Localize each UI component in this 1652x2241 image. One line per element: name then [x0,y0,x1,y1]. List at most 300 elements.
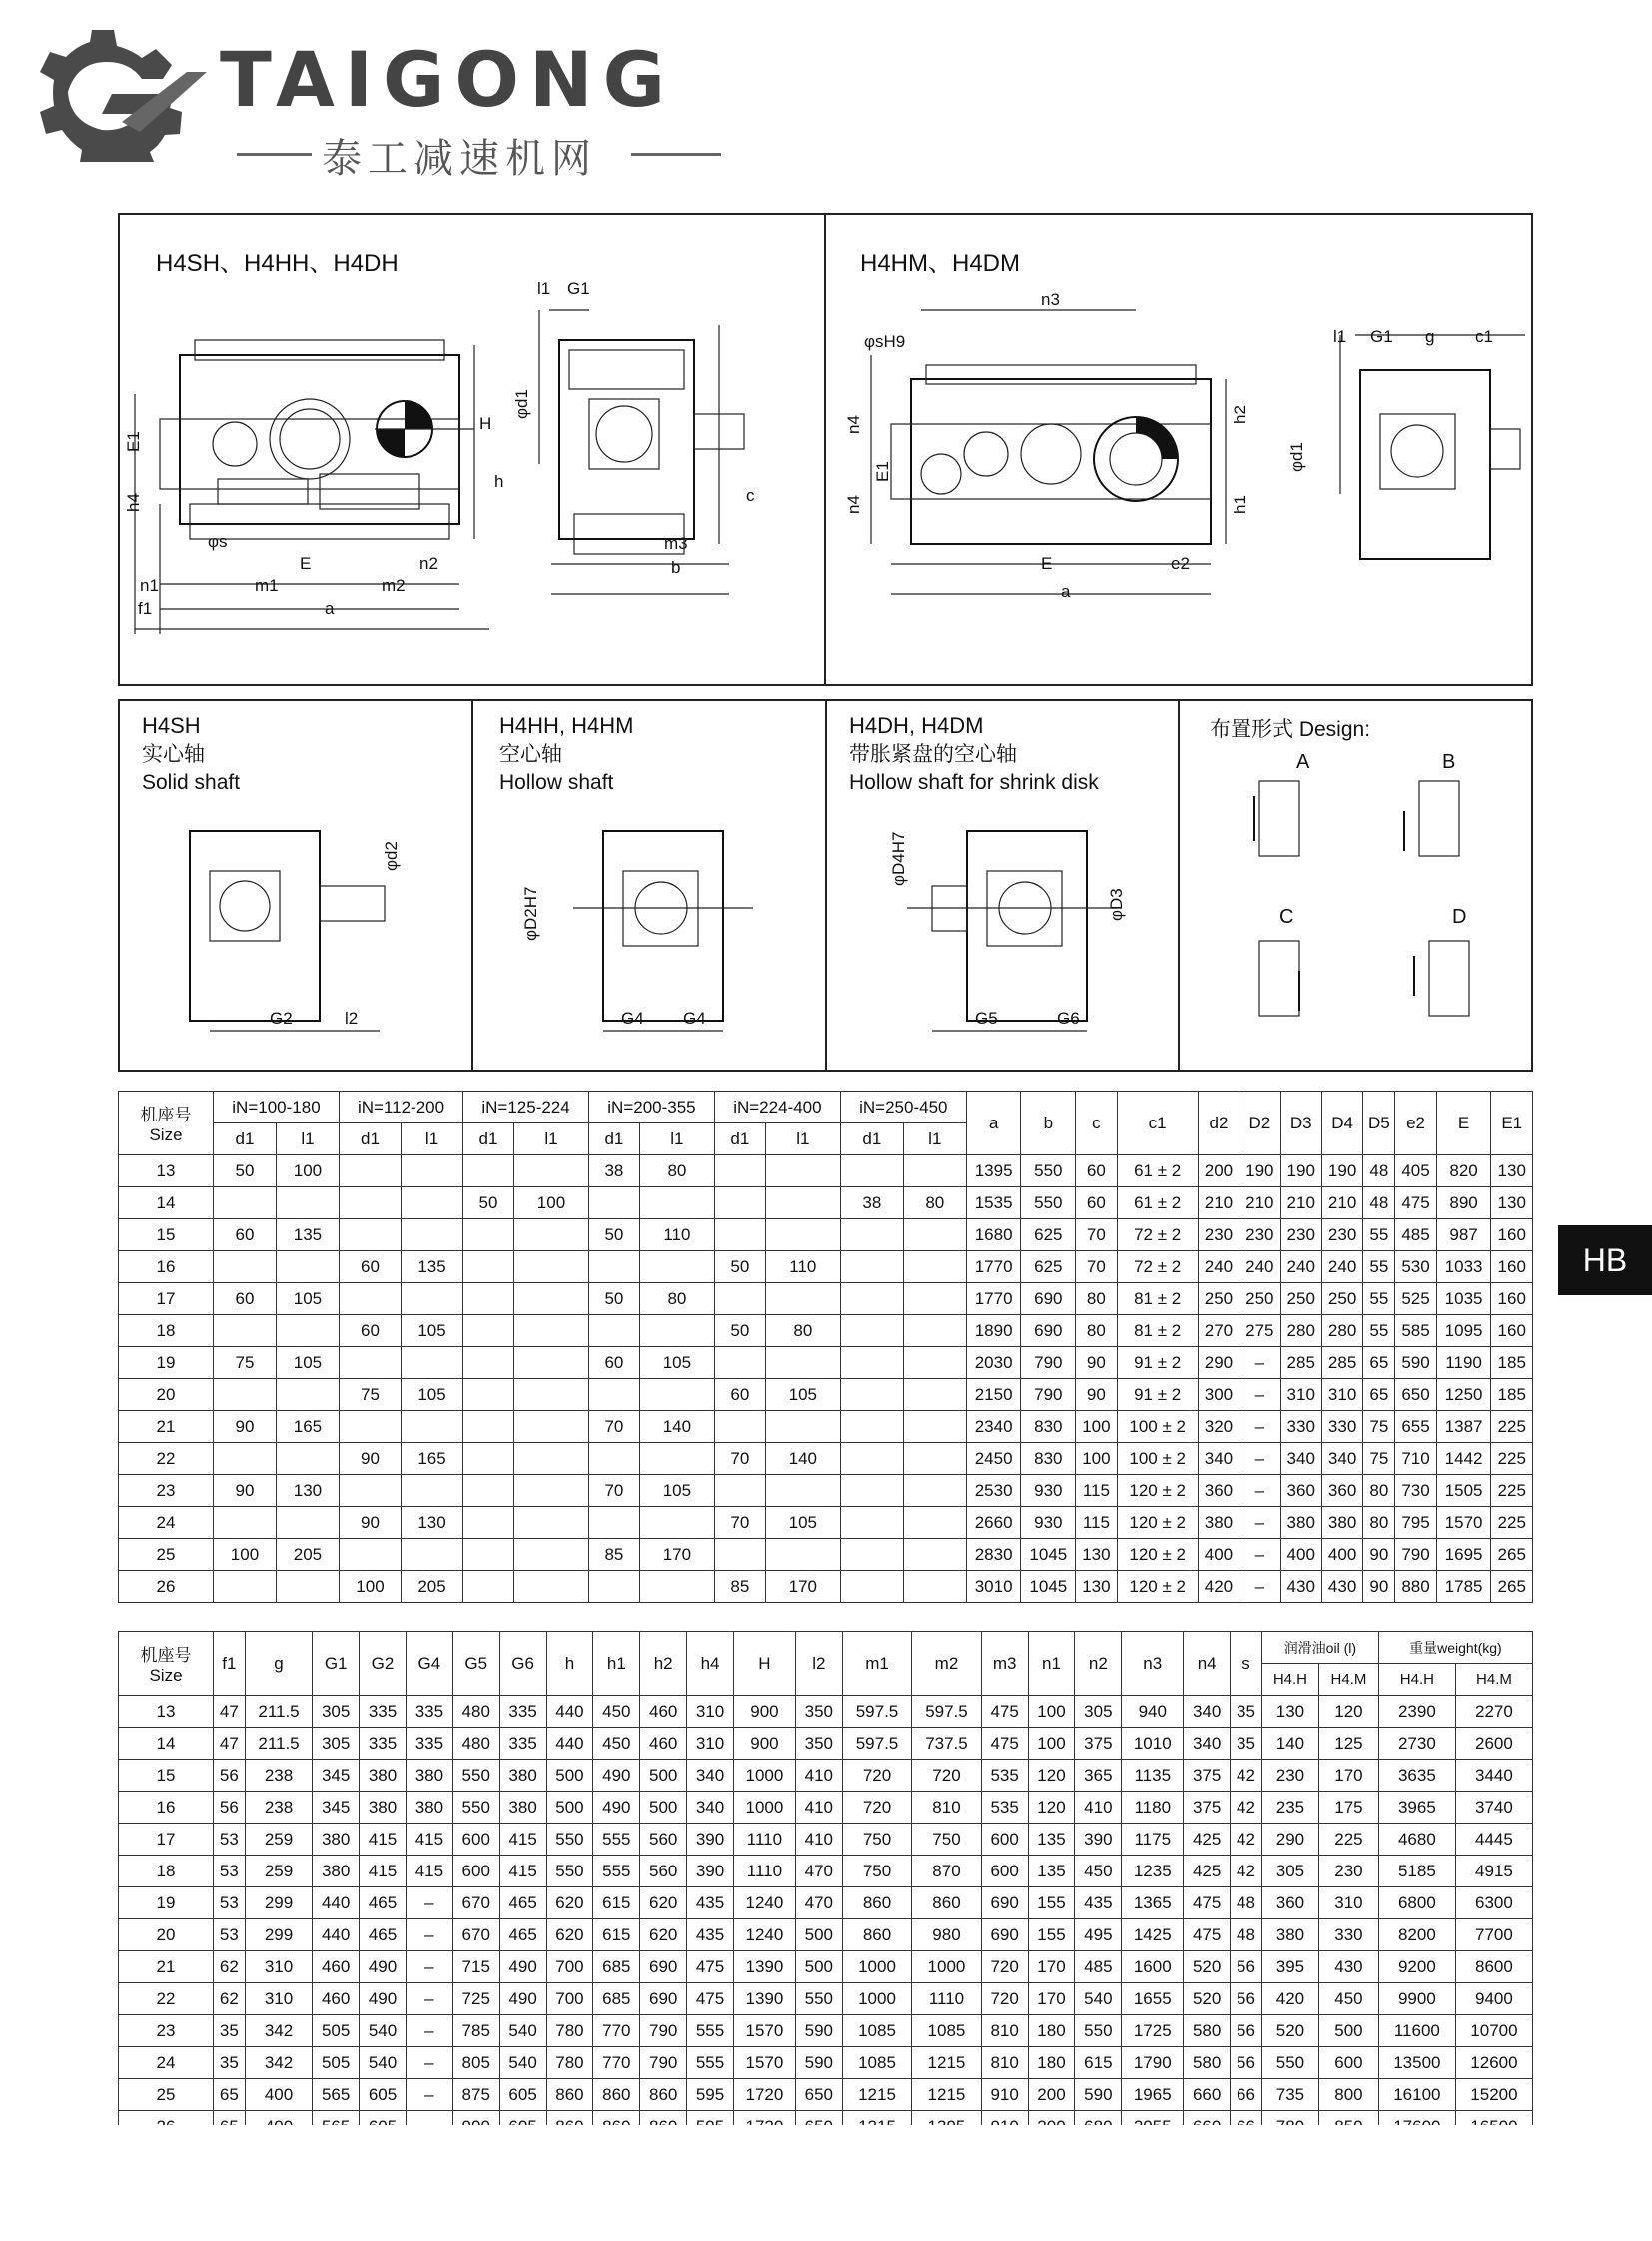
gear-logo-icon [22,22,207,162]
table-cell: 1770 [966,1283,1021,1315]
table-cell [513,1539,588,1571]
table-cell: 50 [214,1155,277,1187]
table-cell: 225 [1491,1411,1533,1443]
dimension-label-G6: G6 [1057,1009,1080,1028]
table-cell: 1000 [733,1760,795,1792]
table-cell: 410 [1075,1792,1122,1824]
table-cell: 2830 [966,1539,1021,1571]
brand-chinese: 泰工减速机网 [322,136,597,182]
panel-title: H4DH, H4DM [849,713,984,738]
table-cell: 90 [1363,1571,1395,1603]
table-cell: – [406,2047,452,2079]
table-cell [276,1187,339,1219]
table-cell: 310 [245,1983,312,2015]
table-cell: 80 [639,1155,714,1187]
table-cell: 475 [981,1728,1028,1760]
table-cell: 90 [214,1411,277,1443]
size-header [119,1092,214,1155]
table-cell: 737.5 [912,1728,981,1760]
table-cell: 830 [1021,1443,1076,1475]
table-cell [513,1507,588,1539]
table-cell: 625 [1021,1219,1076,1251]
table-cell: 490 [593,1792,640,1824]
size-cell: 22 [119,1983,214,2015]
table-cell: 465 [499,1887,546,1919]
table-cell: 470 [795,1856,842,1887]
table-cell: 200 [1028,2079,1075,2111]
table-row [119,1792,1533,1824]
dimension-label-E: E [300,554,312,573]
size-header-cn: 机座号 [140,1106,192,1124]
table-row [119,1475,1533,1507]
table-cell: 105 [765,1379,840,1411]
table-cell: 2530 [966,1475,1021,1507]
table-cell: 1240 [733,1919,795,1951]
table-cell: 450 [593,1696,640,1728]
sub-header-d1: d1 [463,1123,514,1155]
table-row [119,1824,1533,1856]
table-cell: 720 [981,1951,1028,1983]
table-cell: 120 ± 2 [1117,1507,1198,1539]
solid-shaft-drawing [120,701,471,1070]
table-cell: 340 [1280,1443,1321,1475]
table-cell: 75 [1363,1411,1395,1443]
table-cell: 180 [1028,2047,1075,2079]
table-cell [463,1571,514,1603]
table-cell [903,1155,966,1187]
table-cell: 72 ± 2 [1117,1251,1198,1283]
table-cell: 15200 [1455,2079,1532,2111]
table-cell: 80 [1076,1283,1117,1315]
table-cell [402,1475,463,1507]
table-cell: 405 [1395,1155,1436,1187]
table-cell: 485 [1395,1219,1436,1251]
column-header-d2: d2 [1198,1092,1239,1155]
table-cell: 170 [765,1571,840,1603]
table-cell: 225 [1491,1507,1533,1539]
table-cell [765,1187,840,1219]
table-cell: 60 [589,1347,640,1379]
table-cell: 335 [406,1696,452,1728]
table-cell: 420 [1198,1571,1239,1603]
table-cell: 1720 [733,2079,795,2111]
table-cell [589,1571,640,1603]
table-cell [589,1315,640,1347]
table-cell: 55 [1363,1219,1395,1251]
table-cell: 380 [499,1792,546,1824]
table-cell: 500 [795,1951,842,1983]
size-cell: 13 [119,1155,214,1187]
table-cell: 210 [1239,1187,1280,1219]
dimension-label-h1: h1 [1231,495,1249,514]
table-cell: 380 [1198,1507,1239,1539]
table-cell: 48 [1231,1919,1262,1951]
table-cell: 1010 [1122,1728,1184,1760]
table-cell: 890 [1436,1187,1491,1219]
table-cell: 1365 [1122,1887,1184,1919]
table-cell [463,1411,514,1443]
table-cell: 305 [313,1728,360,1760]
drawing-panel-h4sh [118,213,826,686]
table-cell: 70 [714,1507,765,1539]
table-cell: 55 [1363,1283,1395,1315]
table-cell: 100 ± 2 [1117,1443,1198,1475]
table-cell: 380 [1280,1507,1321,1539]
table-cell: 190 [1321,1155,1362,1187]
table-cell: 780 [546,2015,593,2047]
table-cell: 290 [1261,1824,1318,1856]
table-cell: 490 [499,1983,546,2015]
brand-logo [22,22,741,182]
table-cell [903,1411,966,1443]
table-cell: 590 [795,2047,842,2079]
table-cell: 535 [981,1760,1028,1792]
table-cell: 365 [1075,1760,1122,1792]
dimension-label-n3: n3 [1041,290,1060,309]
table-cell: 66 [1231,2079,1262,2111]
dimension-label-G4: G4 [683,1009,706,1028]
dimension-label-sH9: φsH9 [864,332,906,351]
table-cell: 435 [1075,1887,1122,1919]
table-cell [840,1251,903,1283]
table-row [119,1187,1533,1219]
table-cell: 60 [214,1219,277,1251]
table-cell: 870 [912,1856,981,1887]
dimension-label-f1: f1 [138,599,153,618]
design-layout-drawings [1180,701,1531,1070]
panel-subtitle-cn: 带胀紧盘的空心轴 [849,743,1017,766]
table-row [119,2015,1533,2047]
table-cell: 211.5 [245,1696,312,1728]
table-cell: 395 [1261,1951,1318,1983]
table-cell [463,1347,514,1379]
panel-title: 布置形式 Design: [1210,718,1371,741]
table-cell: 2450 [966,1443,1021,1475]
section-tab-hb[interactable]: HB [1558,1225,1652,1295]
table-cell: 360 [1198,1475,1239,1507]
table-cell: 56 [1231,2015,1262,2047]
table-cell: 340 [687,1760,734,1792]
table-cell: – [1239,1507,1280,1539]
sub-header-l1: l1 [765,1123,840,1155]
table-cell: 200 [1198,1155,1239,1187]
table-cell [513,1251,588,1283]
dimension-label-d2: φd2 [382,841,401,871]
table-cell: 550 [1075,2015,1122,2047]
table-cell: 155 [1028,1919,1075,1951]
table-cell [840,1475,903,1507]
sub-header-l1: l1 [903,1123,966,1155]
table-cell: 11600 [1378,2015,1455,2047]
table-cell: 80 [1363,1507,1395,1539]
dimension-label-E: E [1041,554,1053,573]
table-cell [765,1475,840,1507]
table-cell: 62 [214,1983,246,2015]
table-cell: 48 [1231,1887,1262,1919]
table-row [119,1887,1533,1919]
table-cell [903,1283,966,1315]
dimension-label-G1: G1 [1370,327,1393,346]
table-cell [714,1347,765,1379]
column-header-n1: n1 [1028,1632,1075,1696]
table-cell: 65 [1363,1347,1395,1379]
design-option-B: B [1442,751,1456,773]
table-cell: 1390 [733,1951,795,1983]
table-cell: 42 [1231,1824,1262,1856]
table-cell: 310 [687,1728,734,1760]
table-cell: 105 [276,1347,339,1379]
table-cell: 770 [593,2047,640,2079]
panel-title: H4SH [142,713,201,738]
table-cell: 380 [406,1760,452,1792]
table-cell: 105 [765,1507,840,1539]
table-cell: 860 [912,1887,981,1919]
table-cell: 290 [1198,1347,1239,1379]
table-cell: 500 [640,1792,687,1824]
table-cell: 130 [1491,1187,1533,1219]
column-header-G1: G1 [313,1632,360,1696]
table-cell: 375 [1075,1728,1122,1760]
table-cell: 335 [360,1728,407,1760]
table-cell: 380 [313,1856,360,1887]
table-cell [765,1219,840,1251]
table-cell: 1655 [1122,1983,1184,2015]
table-cell [463,1251,514,1283]
table-cell: 275 [1239,1315,1280,1347]
table-cell: 225 [1319,1824,1379,1856]
panel-subtitle-en: Solid shaft [142,771,241,794]
column-header-D5: D5 [1363,1092,1395,1155]
table-cell: 50 [463,1187,514,1219]
table-cell [589,1379,640,1411]
dimension-label-e2: e2 [1171,554,1190,573]
table-cell: 170 [639,1539,714,1571]
table-cell: 555 [687,2047,734,2079]
size-cell: 18 [119,1315,214,1347]
table-cell: 335 [499,1728,546,1760]
table-cell [463,1507,514,1539]
table-cell: 790 [1021,1379,1076,1411]
table-cell: 47 [214,1696,246,1728]
table-cell: 1505 [1436,1475,1491,1507]
table-cell: 580 [1184,2047,1231,2079]
table-cell [765,1283,840,1315]
hollow-shaft-drawing [473,701,825,1070]
table-cell: 590 [1075,2079,1122,2111]
dimension-table-2 [118,1631,1533,2143]
table-cell: 310 [1321,1379,1362,1411]
table-cell [513,1347,588,1379]
table-cell: 53 [214,1856,246,1887]
dimension-label-c: c [746,486,755,505]
table-cell: 415 [499,1856,546,1887]
table-cell: 225 [1491,1475,1533,1507]
table-cell: 56 [1231,1951,1262,1983]
table-cell: 70 [714,1443,765,1475]
table-cell [339,1283,401,1315]
table-cell: 415 [406,1856,452,1887]
table-cell [402,1411,463,1443]
table-cell: 460 [313,1951,360,1983]
table-cell: 875 [452,2079,499,2111]
logo-divider [237,153,312,156]
dimension-label-m3: m3 [664,534,688,553]
table-cell: 225 [1491,1443,1533,1475]
table-cell: 3965 [1378,1792,1455,1824]
column-header-e2: e2 [1395,1092,1436,1155]
table-cell: 50 [589,1283,640,1315]
table-cell: 520 [1184,1951,1231,1983]
dimension-label-D2H7: φD2H7 [521,886,540,941]
table-cell: 520 [1184,1983,1231,2015]
table-cell: 2340 [966,1411,1021,1443]
table-cell: 1890 [966,1315,1021,1347]
table-cell: 550 [795,1983,842,2015]
table-cell: 340 [1198,1443,1239,1475]
table-cell [903,1251,966,1283]
column-header-G6: G6 [499,1632,546,1696]
table-cell: 100 [339,1571,401,1603]
table-cell: 140 [765,1443,840,1475]
table-cell: 375 [1184,1760,1231,1792]
size-cell: 25 [119,2079,214,2111]
table-cell: 35 [1231,1728,1262,1760]
table-cell: 500 [640,1760,687,1792]
table-cell: 72 ± 2 [1117,1219,1198,1251]
table-cell: 400 [1198,1539,1239,1571]
table-cell: 860 [842,1887,911,1919]
dimension-label-s: φs [208,532,228,551]
table-cell: 120 ± 2 [1117,1475,1198,1507]
table-cell: 535 [981,1792,1028,1824]
table-cell: 485 [1075,1951,1122,1983]
table-cell: 70 [589,1475,640,1507]
table-cell [513,1379,588,1411]
table-cell [276,1251,339,1283]
table-cell: 62 [214,1951,246,1983]
table-cell: 4680 [1378,1824,1455,1856]
table-cell: 415 [406,1824,452,1856]
table-cell: 299 [245,1887,312,1919]
table-cell: 330 [1321,1411,1362,1443]
table-cell: 425 [1184,1856,1231,1887]
table-cell: 65 [1363,1379,1395,1411]
table-cell: 2730 [1378,1728,1455,1760]
table-cell: 135 [1028,1856,1075,1887]
column-header-n2: n2 [1075,1632,1122,1696]
table-cell [714,1187,765,1219]
table-cell: 115 [1076,1475,1117,1507]
table-cell: 910 [981,2079,1028,2111]
table-cell: 585 [1395,1315,1436,1347]
table-cell: 1000 [733,1792,795,1824]
table-cell: 35 [214,2047,246,2079]
table-cell: 620 [546,1919,593,1951]
table-cell: 60 [339,1315,401,1347]
table-cell: 730 [1395,1475,1436,1507]
table-cell [903,1315,966,1347]
table-cell [840,1443,903,1475]
table-cell: 420 [1261,1983,1318,2015]
table-cell: 340 [687,1792,734,1824]
column-header-c1: c1 [1117,1092,1198,1155]
table-row [119,1951,1533,1983]
table-cell: 130 [402,1507,463,1539]
table-cell: – [406,2079,452,2111]
table-cell: 490 [499,1951,546,1983]
table-cell: 170 [1028,1983,1075,2015]
table-cell: 580 [1184,2015,1231,2047]
table-cell: 650 [795,2079,842,2111]
table-cell: 2270 [1455,1696,1532,1728]
table-row [119,1251,1533,1283]
table-cell: 230 [1321,1219,1362,1251]
table-cell: 6800 [1378,1887,1455,1919]
panel-subtitle-en: Hollow shaft for shrink disk [849,771,1099,794]
table-cell: 595 [687,2079,734,2111]
table-cell: 415 [360,1856,407,1887]
table-cell: 38 [589,1155,640,1187]
table-cell: 380 [313,1824,360,1856]
table-cell: 42 [1231,1760,1262,1792]
table-cell: 410 [795,1824,842,1856]
table-cell: 360 [1261,1887,1318,1919]
table-cell: 55 [1363,1251,1395,1283]
table-cell: 700 [546,1951,593,1983]
dimension-label-G1: G1 [567,279,590,298]
table-cell [903,1507,966,1539]
sub-header-l1: l1 [276,1123,339,1155]
table-cell: 460 [640,1696,687,1728]
table-cell: 380 [360,1792,407,1824]
table-cell: 1770 [966,1251,1021,1283]
table-cell: 53 [214,1824,246,1856]
size-cell: 19 [119,1887,214,1919]
table-cell: 725 [452,1983,499,2015]
table-cell: – [1239,1411,1280,1443]
table-cell: 415 [499,1824,546,1856]
table-cell [639,1187,714,1219]
ratio-group-header: iN=224-400 [714,1092,840,1123]
table-cell: 60 [714,1379,765,1411]
table-cell: 660 [1184,2079,1231,2111]
table-cell: 620 [640,1887,687,1919]
table-cell: 2150 [966,1379,1021,1411]
table-cell: 90 [339,1507,401,1539]
table-cell: 1425 [1122,1919,1184,1951]
size-cell: 22 [119,1443,214,1475]
table-cell: 48 [1363,1155,1395,1187]
table-row [119,1347,1533,1379]
column-header-a: a [966,1092,1021,1155]
table-cell: 105 [402,1315,463,1347]
size-cell: 24 [119,1507,214,1539]
table-cell [840,1507,903,1539]
table-cell: 90 [1363,1539,1395,1571]
table-cell [463,1443,514,1475]
table-cell: 380 [406,1792,452,1824]
table-cell: 100 ± 2 [1117,1411,1198,1443]
dimension-label-n4: n4 [844,495,863,514]
logo-divider [631,153,721,156]
table-row [119,1919,1533,1951]
table-cell: 310 [1319,1887,1379,1919]
table-cell: 70 [589,1411,640,1443]
table-cell: 1000 [842,1983,911,2015]
table-cell: – [406,1919,452,1951]
column-header-l2: l2 [795,1632,842,1696]
table-cell: 795 [1395,1507,1436,1539]
